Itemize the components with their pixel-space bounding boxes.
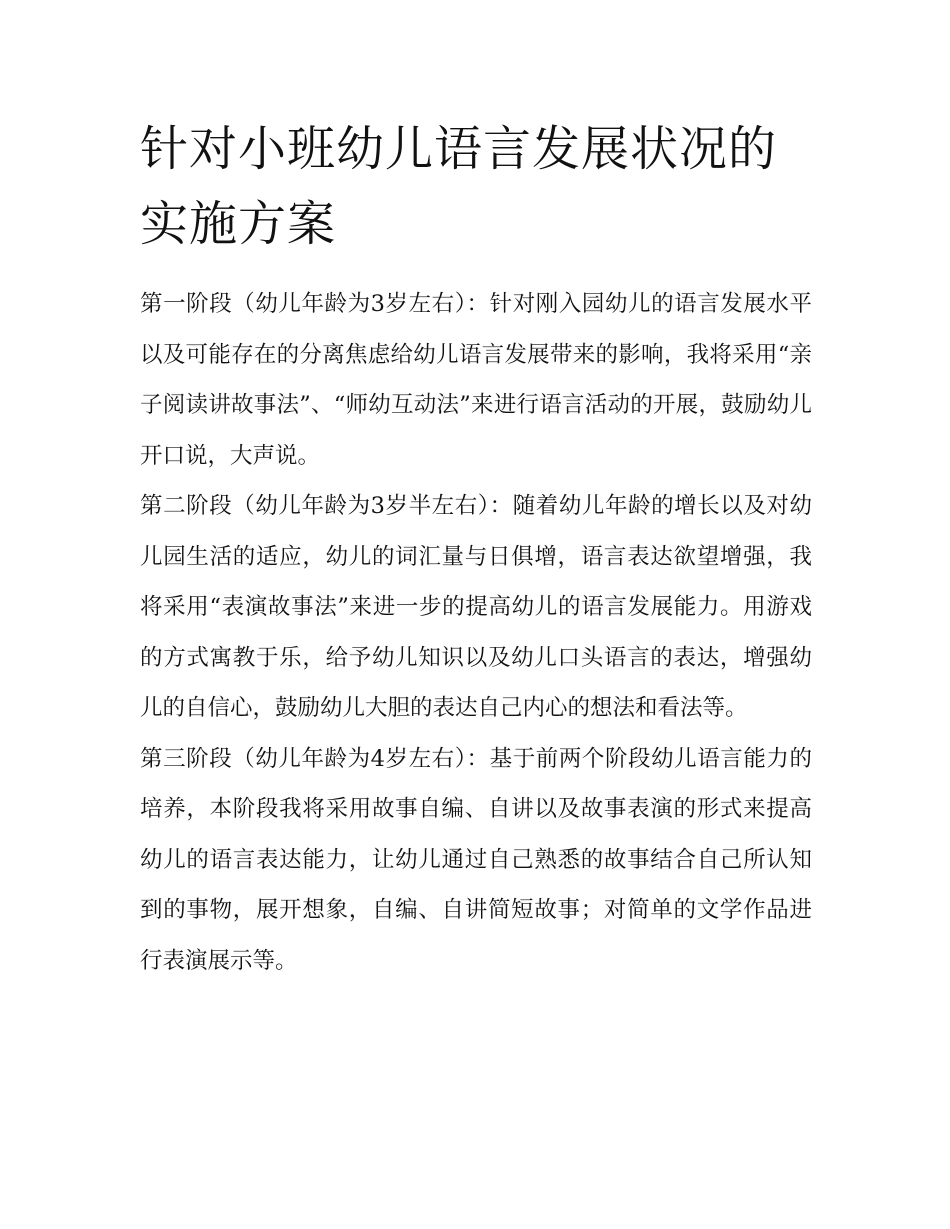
document-body bbox=[140, 112, 812, 986]
document-title: 针对小班幼儿语言发展状况的实施方案 bbox=[140, 121, 778, 252]
paragraph-stage-three: 第三阶段（幼儿年龄为4岁左右）：基于前两个阶段幼儿语言能力的培养，本阶段我将采用故事自编、自讲以及故事表演的形式来提高幼儿的语言表达能力，让幼儿通过自己熟悉的故事结合自己所认知到的事物，展开想象，自编、自讲简短故事；对简单的文学作品进行表演展示等。 bbox=[140, 745, 812, 974]
paragraph-stage-one: 第一阶段（幼儿年龄为3岁左右）：针对刚入园幼儿的语言发展水平以及可能存在的分离焦虑给幼儿语言发展带来的影响，我将采用“亲子阅读讲故事法”、“师幼互动法”来进行语言活动的开展，鼓励幼儿开口说，大声说。 bbox=[140, 291, 812, 469]
paragraph-stage-two: 第二阶段（幼儿年龄为3岁半左右）：随着幼儿年龄的增长以及对幼儿园生活的适应，幼儿的词汇量与日俱增，语言表达欲望增强，我将采用“表演故事法”来进一步的提高幼儿的语言发展能力。用游戏的方式寓教于乐，给予幼儿知识以及幼儿口头语言的表达，增强幼儿的自信心，鼓励幼儿大胆的表达自己内心的想法和看法等。 bbox=[140, 493, 812, 721]
paragraph-list bbox=[140, 279, 812, 986]
